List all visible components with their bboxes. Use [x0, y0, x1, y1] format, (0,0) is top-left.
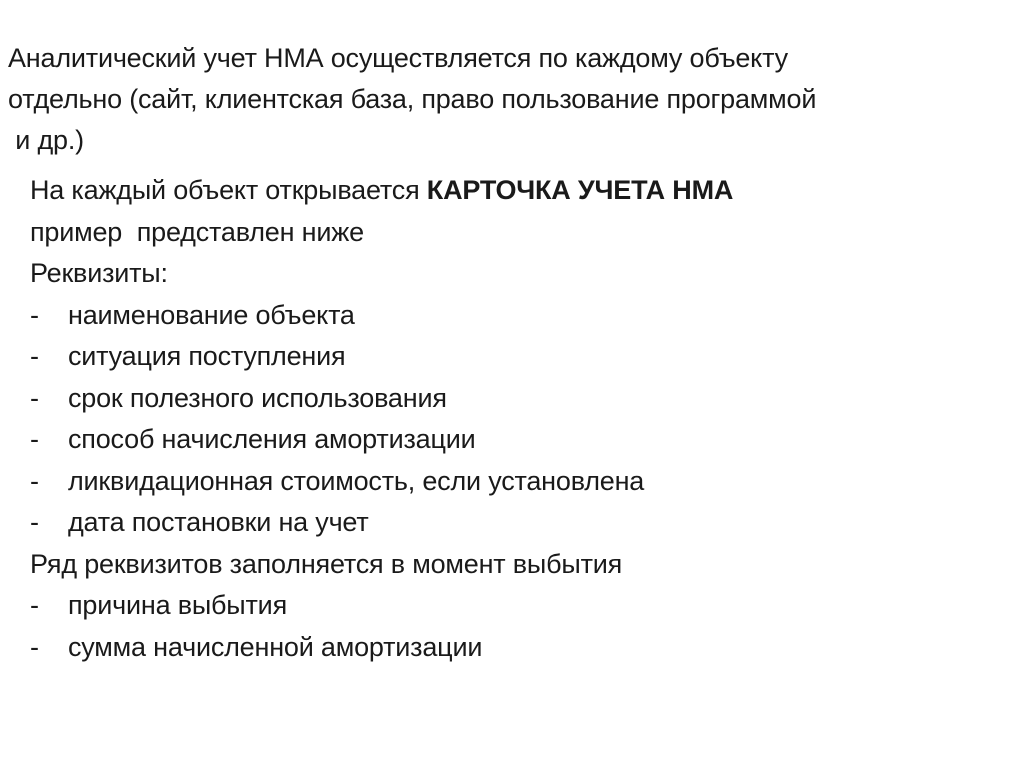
card-title-bold: КАРТОЧКА УЧЕТА НМА	[426, 175, 734, 205]
intro-line: отдельно (сайт, клиентская база, право пользование программой	[8, 84, 817, 114]
list-item	[30, 585, 1010, 627]
list-item	[30, 502, 1010, 544]
list-item	[30, 336, 1010, 378]
requisite-text: срок полезного использования	[68, 382, 447, 413]
disposal-heading: Ряд реквизитов заполняется в момент выбытия	[30, 548, 623, 579]
intro-line: Аналитический учет НМА осуществляется по каждому объекту	[8, 43, 788, 73]
bullet-dash: -	[30, 299, 39, 330]
card-lead-text: На каждый объект открывается	[30, 175, 427, 205]
requisite-text: ситуация поступления	[68, 341, 346, 371]
list-item	[30, 419, 1010, 461]
requisite-text: наименование объекта	[68, 299, 355, 330]
list-item	[30, 627, 1010, 669]
requisite-text: дата постановки на учет	[68, 507, 369, 537]
intro-line: и др.)	[8, 125, 84, 155]
list-item	[30, 378, 1010, 420]
bullet-dash: -	[30, 631, 39, 662]
intro-paragraph	[8, 38, 1008, 161]
bullet-dash: -	[30, 382, 39, 413]
bullet-dash: -	[30, 341, 39, 371]
disposal-text: сумма начисленной амортизации	[68, 631, 483, 662]
bullet-dash: -	[30, 465, 39, 496]
requisite-text: способ начисления амортизации	[68, 424, 476, 454]
requisite-text: ликвидационная стоимость, если установлена	[68, 465, 645, 496]
list-item	[30, 461, 1010, 503]
bullet-dash: -	[30, 507, 39, 537]
example-note: пример представлен ниже	[30, 216, 364, 247]
bullet-dash: -	[30, 590, 39, 620]
disposal-text: причина выбытия	[68, 590, 287, 620]
requisites-heading: Реквизиты:	[30, 258, 168, 288]
bullet-dash: -	[30, 424, 39, 454]
card-lead-line	[30, 170, 1010, 212]
card-description	[30, 170, 1010, 668]
list-item	[30, 295, 1010, 337]
